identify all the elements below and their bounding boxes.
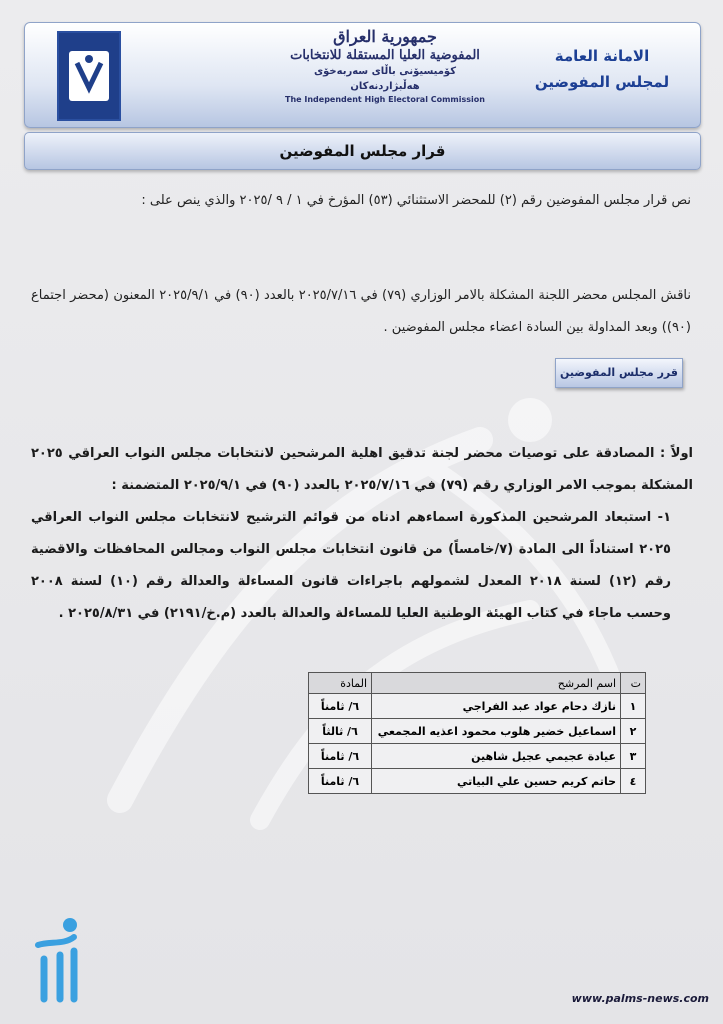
row-article: ٦/ ثامناً: [309, 744, 372, 769]
row-name: نازك دحام عواد عبد الفراجي: [372, 694, 621, 719]
table-row: [309, 769, 646, 794]
row-num: ٣: [621, 744, 646, 769]
row-article: ٦/ ثامناً: [309, 769, 372, 794]
row-article: ٦/ ثالثاً: [309, 719, 372, 744]
header-name: اسم المرشح: [372, 673, 621, 694]
row-num: ١: [621, 694, 646, 719]
org-line-2: المفوضية العليا المستقلة للانتخابات: [290, 48, 480, 63]
header-article: المادة: [309, 673, 372, 694]
decision-intro: نص قرار مجلس المفوضين رقم (٢) للمحضر الاستثنائي (٥٣) المؤرخ في ١ / ٩ /٢٠٢٥ والذي ينص على :: [141, 193, 691, 208]
footer-emblem-icon: [30, 915, 88, 1005]
decision-body: [31, 438, 693, 630]
row-name: عيادة عجيمي عجيل شاهين: [372, 744, 621, 769]
header-num: ت: [621, 673, 646, 694]
discussion-paragraph: ناقش المجلس محضر اللجنة المشكلة بالامر الوزاري (٧٩) في ٢٠٢٥/٧/١٦ بالعدد (٩٠) في ٢٠٢٥/٩/١ المعنون (محضر اجتماع (٩٠)) وبعد المداولة بين السادة اعضاء مجلس المفوضين .: [31, 288, 691, 335]
table-row: [309, 744, 646, 769]
first-point: اولاً : المصادقة على توصيات محضر لجنة تدقيق اهلية المرشحين لانتخابات مجلس النواب العراقي ٢٠٢٥ المشكلة بموجب الامر الوزاري رقم (٧٩) في ٢٠٢٥/٧/١٦ بالعدد (٩٠) في ٢٠٢٥/٩/١ المتضمنة :: [31, 446, 693, 493]
commission-logo: [57, 31, 121, 121]
table-row: [309, 694, 646, 719]
document-title: قرار مجلس المفوضين: [24, 132, 701, 170]
table-row: [309, 719, 646, 744]
letterhead: [24, 22, 701, 128]
org-line-3: كۆمیسیۆنى باڵای سەربەخۆى هەڵبژاردنەكان: [313, 66, 457, 92]
secretariat-title: [532, 43, 672, 95]
org-line-4: The Independent High Electoral Commission: [285, 95, 485, 104]
source-website: www.palms-news.com: [571, 992, 709, 1005]
sub-point-1: ١- استبعاد المرشحين المذكورة اسماءهم ادناه من قوائم الترشيح لانتخابات مجلس النواب العراقي ٢٠٢٥ استناداً الى المادة (٧/خامساً) من قانون انتخابات مجلس النواب ومجالس المحافظات والاقضية رقم (١٢) لسنة ٢٠١٨ المعدل لشمولهم باجراءات قانون المساءلة والعدالة رقم (١٠) لسنة ٢٠٠٨ وحسب ماجاء في كتاب الهيئة الوطنية العليا للمساءلة والعدالة بالعدد (م.خ/٢١٩١) في ٢٠٢٥/٨/٣١ .: [31, 510, 671, 621]
secretariat-line-2: لمجلس المفوضين: [534, 73, 670, 91]
row-num: ٤: [621, 769, 646, 794]
table-header-row: [309, 673, 646, 694]
row-name: حاتم كريم حسين علي البياتي: [372, 769, 621, 794]
secretariat-line-1: الامانة العامة: [554, 47, 650, 65]
commission-name: [285, 27, 485, 106]
candidates-table: [308, 672, 646, 794]
decision-heading-box: قرر مجلس المفوضين: [555, 358, 683, 388]
row-article: ٦/ ثامناً: [309, 694, 372, 719]
row-name: اسماعيل خضير هلوب محمود اعذيه المجمعي: [372, 719, 621, 744]
row-num: ٢: [621, 719, 646, 744]
ballot-icon: [59, 33, 119, 119]
org-line-1: جمهورية العراق: [333, 27, 437, 46]
